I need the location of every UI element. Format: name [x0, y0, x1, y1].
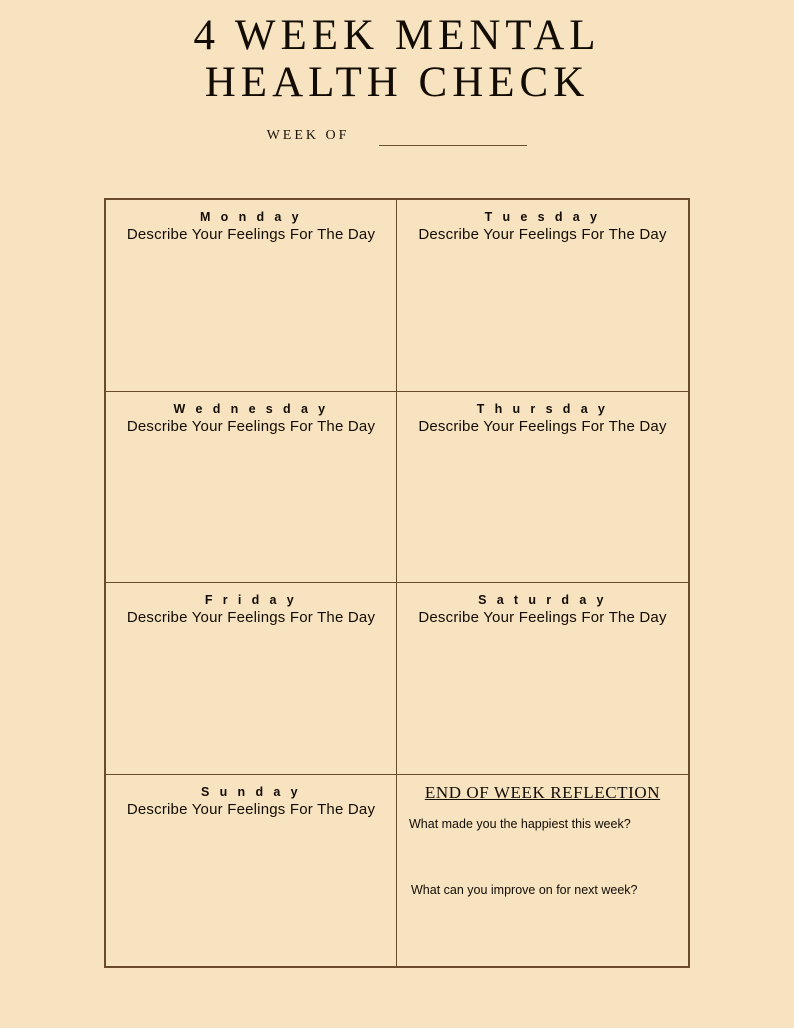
- day-prompt-wednesday: Describe Your Feelings For The Day: [126, 417, 376, 435]
- page-title: [0, 0, 794, 106]
- day-prompt-thursday: Describe Your Feelings For The Day: [418, 417, 667, 435]
- day-label-thursday: T h u r s d a y: [476, 401, 609, 416]
- day-prompt-sunday: Describe Your Feelings For The Day: [126, 800, 376, 818]
- title-line-1: 4 WEEK MENTAL: [193, 12, 601, 59]
- day-label-wednesday: W e d n e s d a y: [173, 401, 329, 416]
- day-prompt-tuesday: Describe Your Feelings For The Day: [418, 226, 667, 243]
- day-cell-thursday[interactable]: [397, 392, 688, 584]
- week-of-input[interactable]: [379, 133, 527, 146]
- reflection-question-2: What can you improve on for next week?: [411, 882, 638, 897]
- day-prompt-saturday: Describe Your Feelings For The Day: [418, 609, 667, 626]
- day-label-monday: M o n d a y: [200, 210, 302, 224]
- week-of-row: [0, 128, 794, 146]
- day-cell-saturday[interactable]: [397, 583, 688, 775]
- reflection-question-1: What made you the happiest this week?: [409, 816, 631, 831]
- day-cell-wednesday[interactable]: [106, 392, 397, 584]
- week-grid: [104, 198, 690, 968]
- day-label-friday: F r i d a y: [204, 593, 298, 607]
- day-label-sunday: S u n d a y: [201, 784, 301, 799]
- day-cell-tuesday[interactable]: [397, 200, 688, 392]
- day-prompt-friday: Describe Your Feelings For The Day: [126, 609, 376, 626]
- day-label-saturday: S a t u r d a y: [478, 593, 607, 607]
- week-of-label: WEEK OF: [266, 128, 350, 143]
- day-label-tuesday: T u e s d a y: [484, 210, 601, 224]
- reflection-title: END OF WEEK REFLECTION: [424, 782, 661, 802]
- day-cell-monday[interactable]: [106, 200, 397, 392]
- day-cell-sunday[interactable]: [106, 775, 397, 967]
- title-line-2: HEALTH CHECK: [204, 59, 590, 106]
- reflection-cell[interactable]: [397, 775, 688, 967]
- day-cell-friday[interactable]: [106, 583, 397, 775]
- day-prompt-monday: Describe Your Feelings For The Day: [126, 226, 376, 243]
